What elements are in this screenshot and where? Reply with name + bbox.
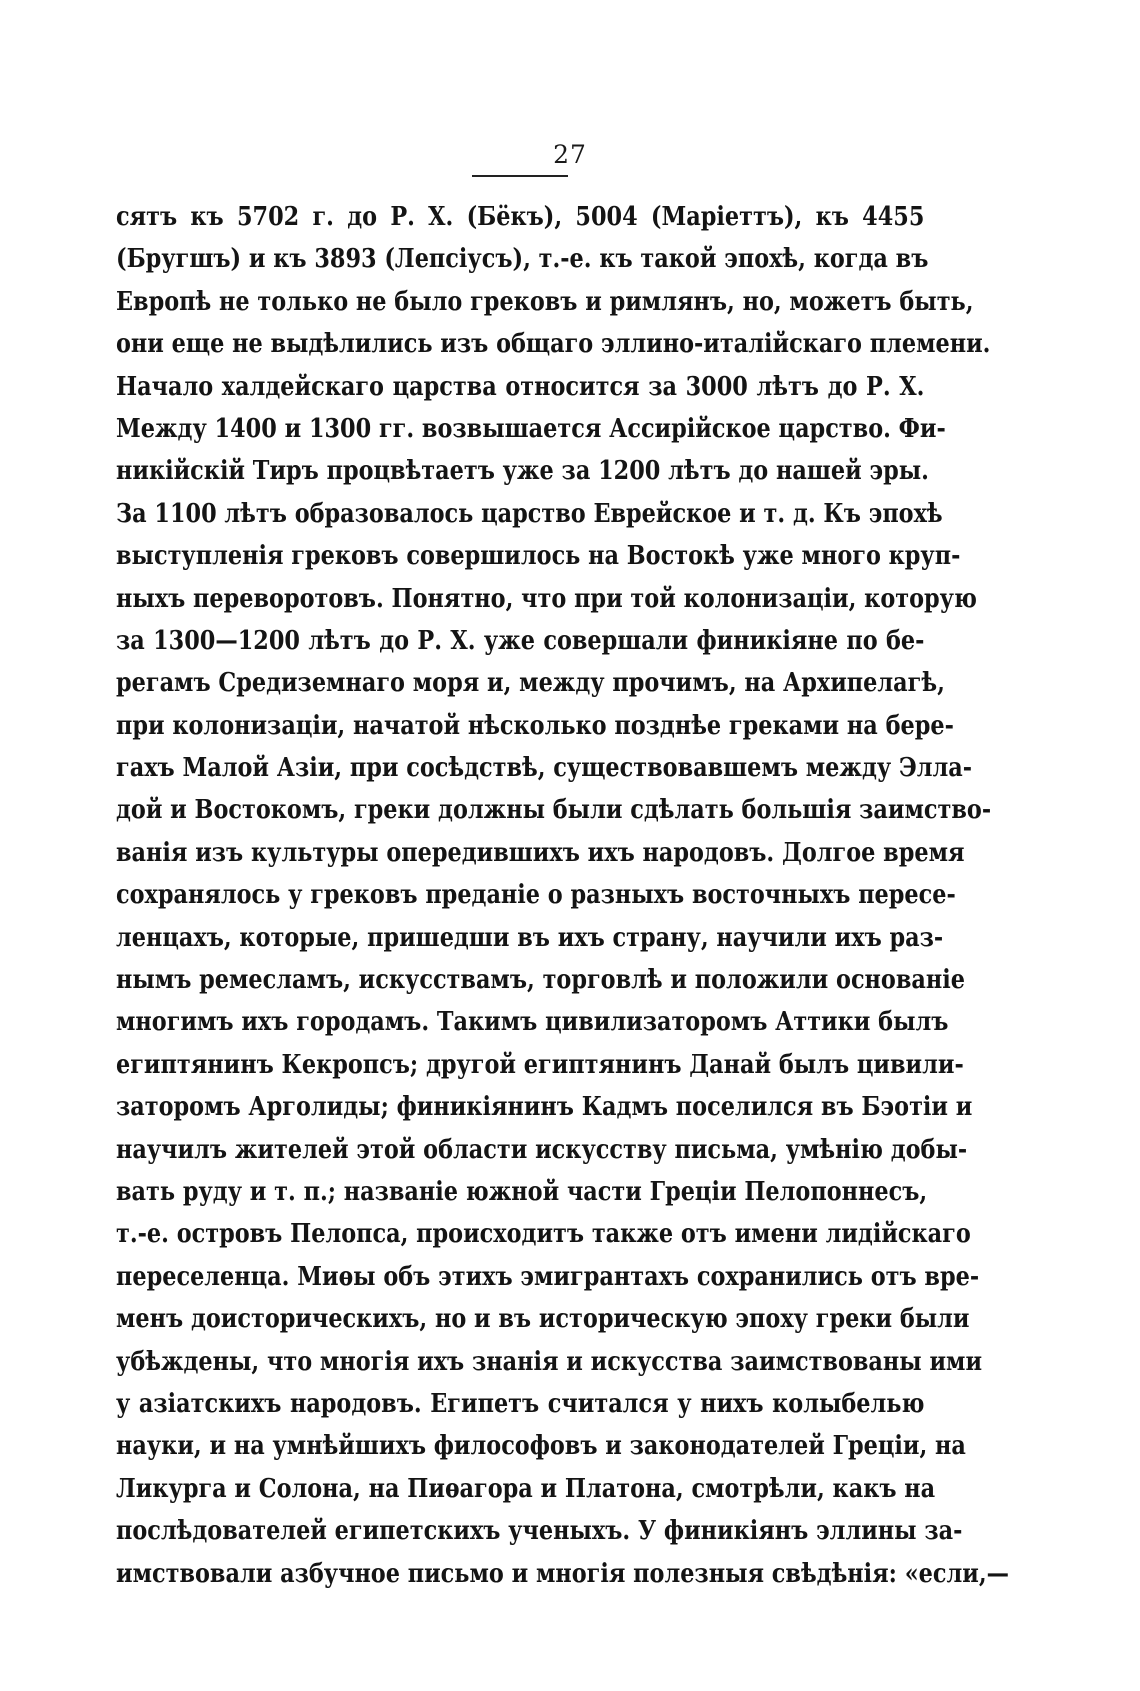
text-line: выступленія грековъ совершилось на Востокѣ уже много круп-	[116, 541, 961, 572]
text-line: ванія изъ культуры опередившихъ ихъ народовъ. Долгое время	[116, 837, 965, 868]
text-line: египтянинъ Кекропсъ; другой египтянинъ Данай былъ цивили-	[116, 1049, 964, 1080]
text-line: заторомъ Арголиды; финикіянинъ Кадмъ поселился въ Бэотіи и	[116, 1092, 973, 1123]
text-line: при колонизаціи, начатой нѣсколько позднѣе греками на бере-	[116, 710, 954, 741]
text-line: многимъ ихъ городамъ. Такимъ цивилизаторомъ Аттики былъ	[116, 1007, 949, 1038]
page-number: 27	[553, 140, 587, 169]
text-line: За 1100 лѣтъ образовалось царство Еврейское и т. д. Къ эпохѣ	[116, 498, 943, 529]
text-line: (Бругшъ) и къ 3893 (Лепсіусъ), т.-е. къ такой эпохѣ, когда въ	[116, 244, 929, 275]
text-line: переселенца. Миѳы объ этихъ эмигрантахъ сохранились отъ вре-	[116, 1261, 980, 1292]
text-line: никійскій Тиръ процвѣтаетъ уже за 1200 лѣтъ до нашей эры.	[116, 456, 929, 487]
text-line: сятъ къ 5702 г. до Р. Х. (Бёкъ), 5004 (Маріеттъ), къ 4455	[116, 202, 925, 232]
text-line: т.-е. островъ Пелопса, происходитъ также отъ имени лидійскаго	[116, 1219, 971, 1250]
text-line: нымъ ремесламъ, искусствамъ, торговлѣ и положили основаніе	[116, 965, 965, 996]
text-line: имствовали азбучное письмо и многія полезныя свѣдѣнія: «если,—	[116, 1558, 1010, 1589]
text-line: убѣждены, что многія ихъ знанія и искусства заимствованы ими	[116, 1346, 983, 1377]
text-line: они еще не выдѣлились изъ общаго эллино-италійскаго племени.	[116, 329, 991, 360]
text-line: менъ доисторическихъ, но и въ историческую эпоху греки были	[116, 1304, 970, 1335]
text-line: научилъ жителей этой области искусству письма, умѣнію добы-	[116, 1134, 968, 1165]
text-line: ленцахъ, которые, пришедши въ ихъ страну, научили ихъ раз-	[116, 922, 944, 953]
text-line: сохранялось у грековъ преданіе о разныхъ восточныхъ пересе-	[116, 880, 956, 911]
text-line: науки, и на умнѣйшихъ философовъ и законодателей Греціи, на	[116, 1431, 966, 1462]
text-line: ныхъ переворотовъ. Понятно, что при той колонизаціи, которую	[116, 583, 977, 614]
text-line: вать руду и т. п.; названіе южной части Греціи Пелопоннесъ,	[116, 1176, 928, 1207]
page-number-rule	[472, 175, 568, 177]
text-line: послѣдователей египетскихъ ученыхъ. У финикіянъ эллины за-	[116, 1516, 963, 1547]
body-text	[116, 196, 1010, 1595]
text-line: регамъ Средиземнаго моря и, между прочимъ, на Архипелагѣ,	[116, 668, 945, 699]
text-line: Европѣ не только не было грековъ и римлянъ, но, можетъ быть,	[116, 286, 974, 317]
text-line: за 1300—1200 лѣтъ до Р. Х. уже совершали финикіяне по бе-	[116, 625, 925, 656]
text-line: Между 1400 и 1300 гг. возвышается Ассирійское царство. Фи-	[116, 413, 946, 444]
text-line: Ликурга и Солона, на Пиѳагора и Платона, смотрѣли, какъ на	[116, 1473, 936, 1504]
text-line: Начало халдейскаго царства относится за 3000 лѣтъ до Р. Х.	[116, 371, 925, 402]
text-line: у азіатскихъ народовъ. Египетъ считался у нихъ колыбелью	[116, 1388, 925, 1419]
text-line: гахъ Малой Азіи, при сосѣдствѣ, существовавшемъ между Элла-	[116, 753, 973, 784]
text-line: дой и Востокомъ, греки должны были сдѣлать большія заимство-	[116, 795, 992, 826]
